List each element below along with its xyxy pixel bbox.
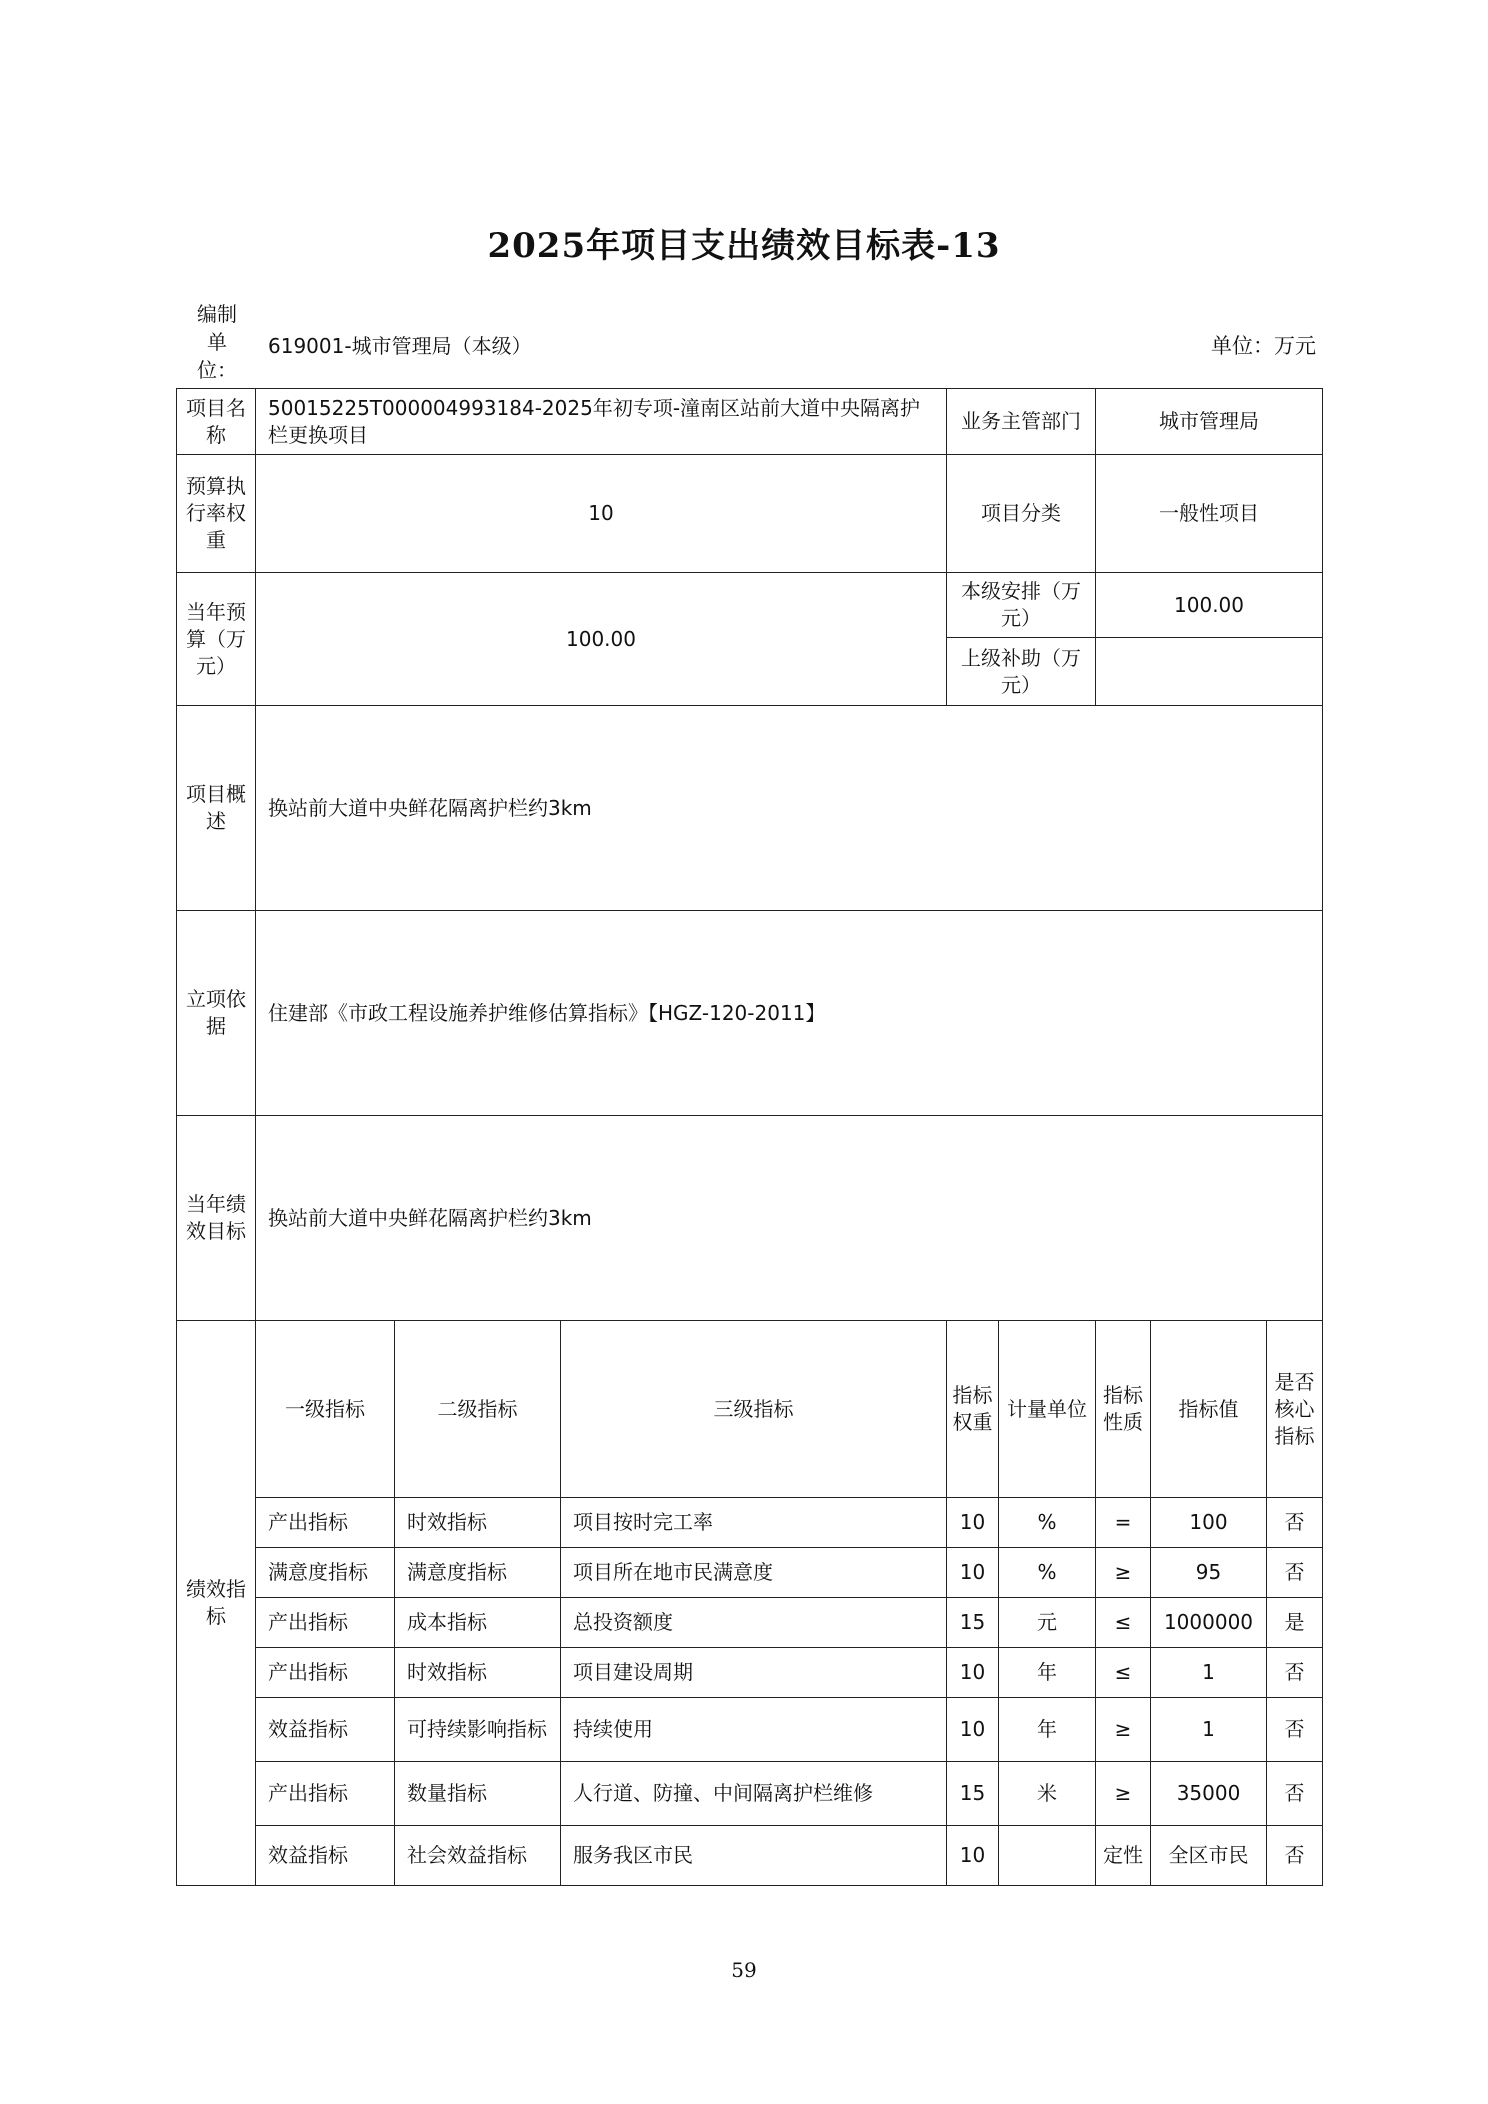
- cell-nature: ≤: [1096, 1598, 1151, 1648]
- overview-label: 项目概述: [177, 706, 256, 911]
- unit-value: 619001-城市管理局（本级）: [268, 334, 532, 358]
- cell-value: 1: [1151, 1698, 1267, 1762]
- cell-unit: 年: [999, 1698, 1096, 1762]
- dept-value: 城市管理局: [1096, 389, 1323, 455]
- cell-weight: 10: [947, 1698, 999, 1762]
- cell-core: 否: [1267, 1498, 1323, 1548]
- budget-value: 100.00: [256, 573, 947, 706]
- table-row: [177, 1826, 1323, 1886]
- cell-level1: 产出指标: [256, 1762, 395, 1826]
- cell-weight: 10: [947, 1548, 999, 1598]
- table-row: [177, 1648, 1323, 1698]
- cell-unit: 元: [999, 1598, 1096, 1648]
- page-number: 59: [731, 1958, 757, 1982]
- local-label: 本级安排（万元）: [947, 573, 1096, 638]
- local-value: 100.00: [1096, 573, 1323, 638]
- cell-level1: 效益指标: [256, 1698, 395, 1762]
- unit-label: 编制单位：: [197, 302, 237, 382]
- cell-level1: 产出指标: [256, 1648, 395, 1698]
- table-row: [177, 1548, 1323, 1598]
- cell-level2: 满意度指标: [395, 1548, 561, 1598]
- table-row: [177, 1598, 1323, 1648]
- cell-value: 全区市民: [1151, 1826, 1267, 1886]
- cell-value: 35000: [1151, 1762, 1267, 1826]
- basis-label: 立项依据: [177, 911, 256, 1116]
- category-value: 一般性项目: [1096, 455, 1323, 573]
- upper-label: 上级补助（万元）: [947, 638, 1096, 706]
- header-value: 指标值: [1151, 1321, 1267, 1498]
- cell-core: 否: [1267, 1698, 1323, 1762]
- table-row: [177, 1762, 1323, 1826]
- cell-level1: 效益指标: [256, 1826, 395, 1886]
- upper-value: [1096, 638, 1323, 706]
- cell-weight: 15: [947, 1762, 999, 1826]
- cell-unit: 年: [999, 1648, 1096, 1698]
- cell-level3: 人行道、防撞、中间隔离护栏维修: [561, 1762, 947, 1826]
- performance-table: [176, 388, 1323, 1886]
- cell-value: 1000000: [1151, 1598, 1267, 1648]
- cell-level2: 时效指标: [395, 1648, 561, 1698]
- cell-core: 否: [1267, 1648, 1323, 1698]
- cell-level2: 社会效益指标: [395, 1826, 561, 1886]
- header-core: 是否核心指标: [1267, 1321, 1323, 1498]
- cell-value: 95: [1151, 1548, 1267, 1598]
- budget-label: 当年预算（万元）: [177, 573, 256, 706]
- project-name-value: 50015225T000004993184-2025年初专项-潼南区站前大道中央隔离护栏更换项目: [256, 389, 947, 455]
- cell-nature: ≥: [1096, 1698, 1151, 1762]
- page-title: 2025年项目支出绩效目标表-13: [487, 226, 1001, 266]
- currency-unit: 单位：万元: [1211, 334, 1316, 358]
- header-level1: 一级指标: [256, 1321, 395, 1498]
- cell-level3: 项目所在地市民满意度: [561, 1548, 947, 1598]
- cell-level1: 产出指标: [256, 1598, 395, 1648]
- table-row: [177, 1498, 1323, 1548]
- cell-core: 否: [1267, 1826, 1323, 1886]
- cell-level3: 项目按时完工率: [561, 1498, 947, 1548]
- dept-label: 业务主管部门: [947, 389, 1096, 455]
- header-level3: 三级指标: [561, 1321, 947, 1498]
- table-row: [177, 1698, 1323, 1762]
- goal-label: 当年绩效目标: [177, 1116, 256, 1321]
- cell-level3: 总投资额度: [561, 1598, 947, 1648]
- cell-nature: ≥: [1096, 1548, 1151, 1598]
- cell-weight: 15: [947, 1598, 999, 1648]
- cell-weight: 10: [947, 1498, 999, 1548]
- cell-nature: ≥: [1096, 1762, 1151, 1826]
- cell-unit: [999, 1826, 1096, 1886]
- cell-value: 1: [1151, 1648, 1267, 1698]
- cell-level3: 持续使用: [561, 1698, 947, 1762]
- cell-level1: 满意度指标: [256, 1548, 395, 1598]
- cell-core: 否: [1267, 1548, 1323, 1598]
- weight-value: 10: [256, 455, 947, 573]
- cell-nature: =: [1096, 1498, 1151, 1548]
- header-unit: 计量单位: [999, 1321, 1096, 1498]
- project-name-label: 项目名称: [177, 389, 256, 455]
- cell-level2: 可持续影响指标: [395, 1698, 561, 1762]
- cell-nature: 定性: [1096, 1826, 1151, 1886]
- basis-value: 住建部《市政工程设施养护维修估算指标》【HGZ-120-2011】: [256, 911, 1323, 1116]
- goal-value: 换站前大道中央鲜花隔离护栏约3km: [256, 1116, 1323, 1321]
- cell-level3: 项目建设周期: [561, 1648, 947, 1698]
- cell-weight: 10: [947, 1648, 999, 1698]
- cell-unit: %: [999, 1548, 1096, 1598]
- overview-value: 换站前大道中央鲜花隔离护栏约3km: [256, 706, 1323, 911]
- header-nature: 指标性质: [1096, 1321, 1151, 1498]
- header-level2: 二级指标: [395, 1321, 561, 1498]
- cell-core: 否: [1267, 1762, 1323, 1826]
- cell-level2: 时效指标: [395, 1498, 561, 1548]
- category-label: 项目分类: [947, 455, 1096, 573]
- cell-weight: 10: [947, 1826, 999, 1886]
- indicators-label: 绩效指标: [177, 1321, 256, 1886]
- weight-label: 预算执行率权重: [177, 455, 256, 573]
- cell-unit: 米: [999, 1762, 1096, 1826]
- cell-level2: 数量指标: [395, 1762, 561, 1826]
- cell-level3: 服务我区市民: [561, 1826, 947, 1886]
- cell-level1: 产出指标: [256, 1498, 395, 1548]
- header-weight: 指标权重: [947, 1321, 999, 1498]
- cell-level2: 成本指标: [395, 1598, 561, 1648]
- cell-nature: ≤: [1096, 1648, 1151, 1698]
- cell-unit: %: [999, 1498, 1096, 1548]
- cell-value: 100: [1151, 1498, 1267, 1548]
- cell-core: 是: [1267, 1598, 1323, 1648]
